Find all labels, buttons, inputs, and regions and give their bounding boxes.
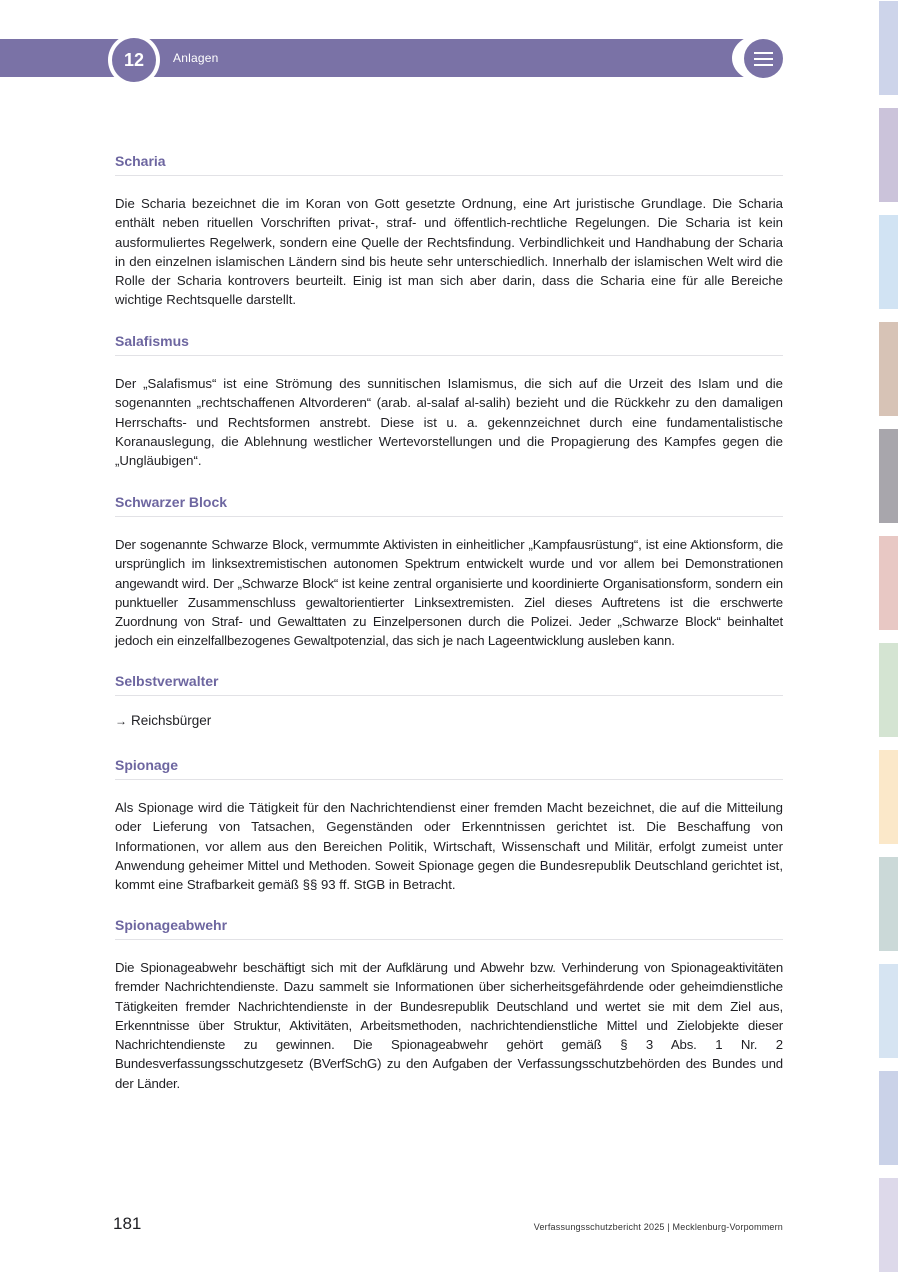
arrow-right-icon: →: [115, 714, 127, 728]
side-tab[interactable]: [879, 429, 898, 523]
cross-reference-label: Reichsbürger: [131, 713, 212, 728]
glossary-entry-spionageabwehr: [115, 916, 783, 1093]
chapter-side-tabs: [879, 0, 900, 1272]
entry-title: Selbstverwalter: [115, 672, 783, 696]
chapter-title: Anlagen: [173, 51, 219, 65]
side-tab[interactable]: [879, 215, 898, 309]
glossary-entry-salafismus: [115, 332, 783, 470]
side-tab[interactable]: [879, 322, 898, 416]
side-tab[interactable]: [879, 536, 898, 630]
entry-body: Die Spionageabwehr beschäftigt sich mit der Aufklärung und Abwehr bzw. Verhinderung von Spionageaktivitäten fremder Nachrichtendienste. Dazu sammelt sie Informationen über sicherheitsgefährdende oder geheimdienstliche Tätigkeiten fremder Nachrichtendienste in der Bundesrepublik Deutschland und wertet sie mit dem Ziel aus, Erkenntnisse über Struktur, Aktivitäten, Arbeitsmethoden, nachrichtendienstliche Mittel und Zielobjekte dieser Nachrichtendienste zu gewinnen. Die Spionageabwehr gehört gemäß § 3 Abs. 1 Nr. 2 Bundesverfassungsschutzgesetz (BVerfSchG) zu den Aufgaben der Verfassungsschutzbehörden des Bundes und der Länder.: [115, 960, 783, 1091]
cross-reference-link[interactable]: [115, 711, 783, 731]
side-tab[interactable]: [879, 1178, 898, 1272]
side-tab[interactable]: [879, 857, 898, 951]
side-tab[interactable]: [879, 108, 898, 202]
entry-body: Der „Salafismus“ ist eine Strömung des sunnitischen Islamismus, die sich auf die Urzeit des Islam und die sogenannten „rechtschaffenen Altvorderen“ (arab. al-salaf al-salih) bezieht und die Rückkehr zu den damaligen Herrschafts- und Rechtsformen anstrebt. Diese ist u. a. gekennzeichnet durch eine fundamentalistische Koranauslegung, die Ablehnung westlicher Wertevorstellungen und die Propagierung des Kampfes gegen die „Ungläubigen“.: [115, 376, 783, 469]
entry-title: Salafismus: [115, 332, 783, 356]
glossary-entry-schwarzer-block: [115, 493, 783, 651]
side-tab[interactable]: [879, 750, 898, 844]
publication-footer: Verfassungsschutzbericht 2025 | Mecklenburg-Vorpommern: [533, 1222, 783, 1232]
glossary-entry-scharia: [115, 152, 783, 310]
glossary-entry-selbstverwalter: [115, 672, 783, 731]
entry-body: Als Spionage wird die Tätigkeit für den Nachrichtendienst einer fremden Macht bezeichnet, die auf die Mitteilung oder Lieferung von Tatsachen, Gegenständen oder Erkenntnissen gerichtet ist. Die Beschaffung von Informationen, vor allem aus den Bereichen Politik, Wirtschaft, Wissenschaft und Militär, erfolgt zumeist unter Anwendung geheimer Mittel und Methoden. Soweit Spionage gegen die Bundesrepublik Deutschland gerichtet ist, kommt eine Strafbarkeit gemäß §§ 93 ff. StGB in Betracht.: [115, 800, 783, 893]
entry-title: Spionage: [115, 756, 783, 780]
side-tab[interactable]: [879, 964, 898, 1058]
menu-button[interactable]: [744, 39, 783, 78]
side-tab[interactable]: [879, 643, 898, 737]
entry-body: Der sogenannte Schwarze Block, vermummte Aktivisten in einheitlicher „Kampfausrüstung“, ist eine Aktionsform, die ursprünglich im linksextremistischen autonomen Spektrum entwickelt wurde und vor allem bei Demonstrationen angewandt wird. Der „Schwarze Block“ ist keine zentral organisierte und koordinierte Organisationsform, sondern ein punktueller Zusammenschluss gewaltorientierter Linksextremisten. Ziel dieses Auftretens ist die erschwerte Zuordnung von Straf- und Gewalttaten zu Einzelpersonen durch die Polizei. Jeder „Schwarze Block“ beinhaltet jedoch ein einzelfallbezogenes Gewaltpotenzial, das sich je nach Lageentwicklung ausleben kann.: [115, 537, 783, 649]
chapter-badge: [108, 34, 160, 86]
page-number: 181: [113, 1214, 142, 1233]
entry-body: Die Scharia bezeichnet die im Koran von Gott gesetzte Ordnung, eine Art juristische Grundlage. Die Scharia enthält neben rituellen Vorschriften privat-, straf- und öffentlich-rechtliche Regelungen. Die Scharia ist kein ausformuliertes Regelwerk, sondern eine Quelle der Rechtsfindung. Verbindlichkeit und Handhabung der Scharia in den einzelnen islamischen Ländern sind bis heute sehr unterschiedlich. Innerhalb der islamischen Welt wird die Rolle der Scharia kontrovers beurteilt. Einig ist man sich aber darin, dass die Scharia eine für alle Bereiche wichtige Rechtsquelle darstellt.: [115, 196, 783, 308]
entry-title: Schwarzer Block: [115, 493, 783, 517]
glossary-entry-spionage: [115, 756, 783, 894]
side-tab[interactable]: [879, 1, 898, 95]
chapter-number: 12: [112, 38, 156, 82]
entry-title: Spionageabwehr: [115, 916, 783, 940]
entry-title: Scharia: [115, 152, 783, 176]
side-tab[interactable]: [879, 1071, 898, 1165]
